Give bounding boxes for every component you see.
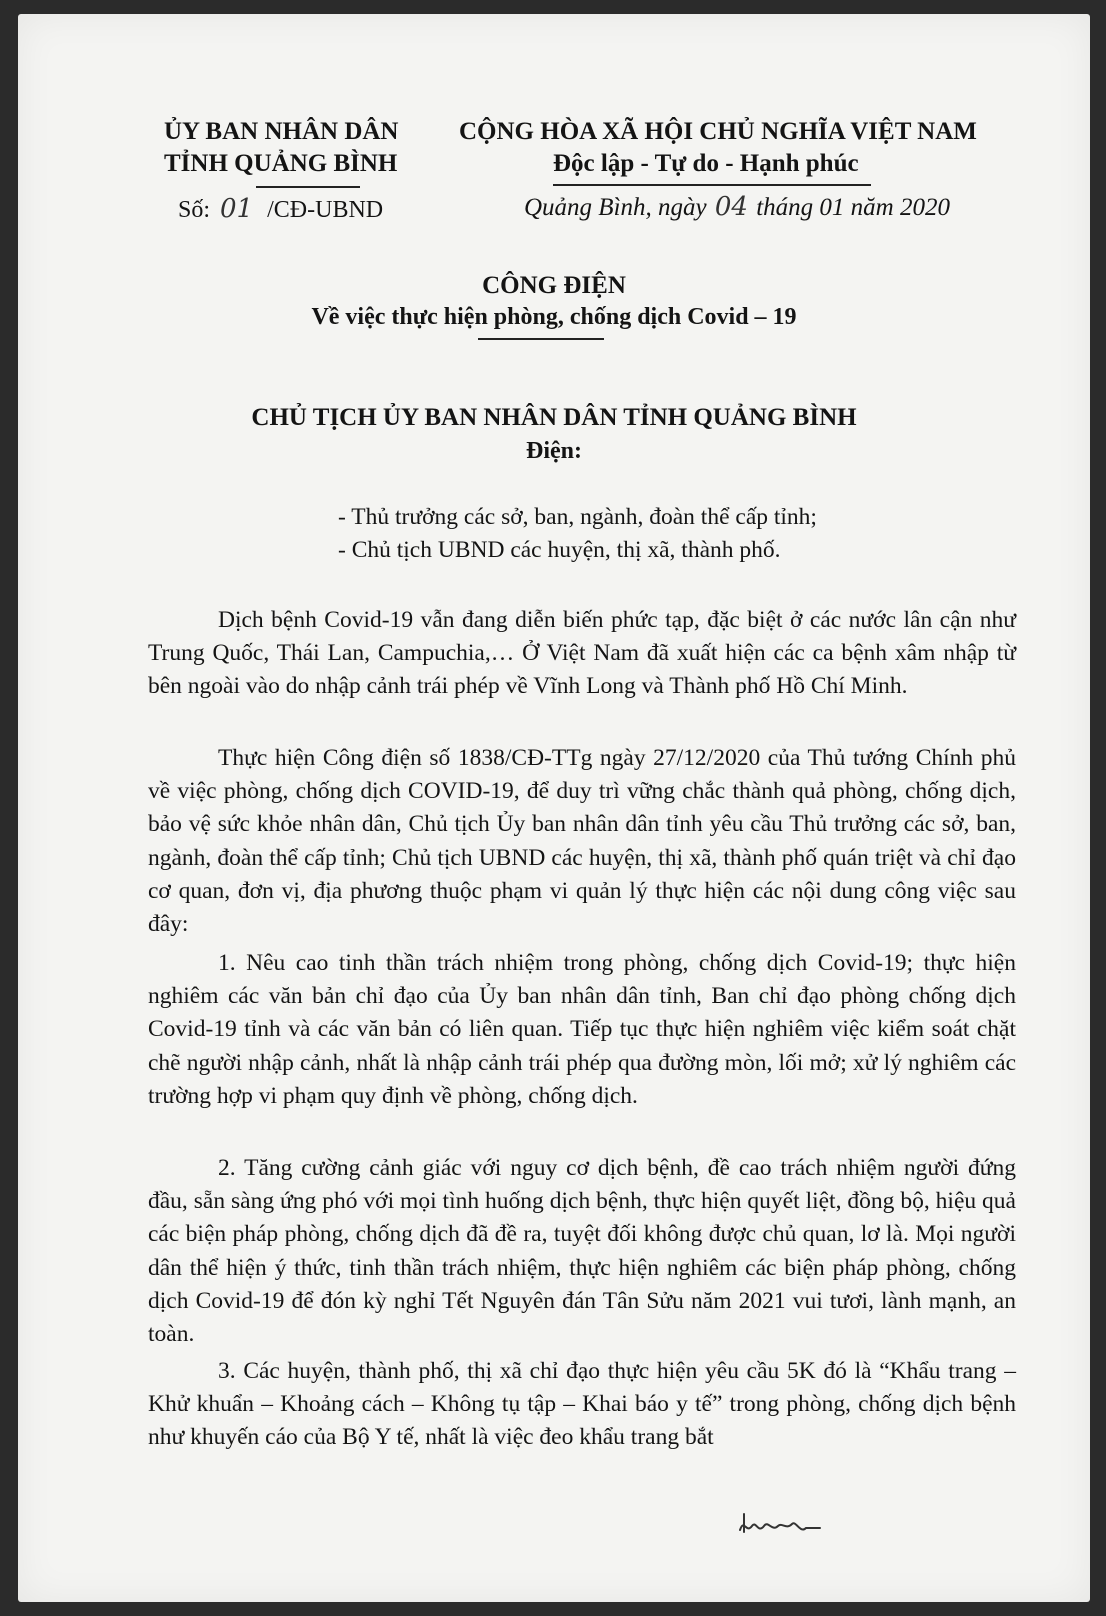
recipient-line-1: - Thủ trưởng các sở, ban, ngành, đoàn thể cấp tỉnh; [338, 504, 817, 530]
date-suffix: tháng 01 năm 2020 [756, 194, 950, 221]
body-paragraph-item-2: 2. Tăng cường cảnh giác với nguy cơ dịch bệnh, đề cao trách nhiệm người đứng đầu, sẵn sàng ứng phó với mọi tình huống dịch bệnh, thực hiện quyết liệt, đồng bộ, hiệu quả các biện pháp phòng, chống dịch đã đề ra, tuyệt đối không được chủ quan, lơ là. Mọi người dân thể hiện ý thức, tinh thần trách nhiệm, thực hiện nghiêm các biện pháp phòng, chống dịch Covid-19 để đón kỳ nghỉ Tết Nguyên đán Tân Sửu năm 2021 vui tươi, lành mạnh, an toàn. [148, 1155, 1016, 1348]
handwritten-number: 01 [220, 194, 254, 224]
recipient-line-2: - Chủ tịch UBND các huyện, thị xã, thành phố. [338, 537, 781, 563]
number-suffix: /CĐ-UBND [267, 197, 384, 223]
document-page [18, 14, 1090, 1602]
agency-underline [256, 186, 360, 188]
sender-title: CHỦ TỊCH ỦY BAN NHÂN DÂN TỈNH QUẢNG BÌNH [251, 404, 857, 431]
handwritten-day: 04 [714, 192, 748, 222]
nation-motto: Độc lập - Tự do - Hạnh phúc [553, 150, 859, 177]
agency-name-line2: TỈNH QUẢNG BÌNH [164, 150, 398, 177]
document-type: CÔNG ĐIỆN [482, 272, 626, 299]
motto-underline [553, 184, 871, 186]
nation-title: CỘNG HÒA XÃ HỘI CHỦ NGHĨA VIỆT NAM [459, 118, 977, 145]
document-subject: Về việc thực hiện phòng, chống dịch Covid – 19 [311, 304, 797, 330]
handwritten-initials [736, 1504, 826, 1544]
date-prefix: Quảng Bình, ngày [524, 194, 707, 221]
number-prefix: Số: [178, 197, 211, 223]
subject-underline [478, 338, 604, 340]
sender-verb: Điện: [526, 438, 582, 464]
body-paragraph-item-3: 3. Các huyện, thành phố, thị xã chỉ đạo thực hiện yêu cầu 5K đó là “Khẩu trang – Khử khuẩn – Khoảng cách – Không tụ tập – Khai báo y tế” trong phòng, chống dịch bệnh như khuyến cáo của Bộ Y tế, nhất là việc đeo khẩu trang bắt [148, 1358, 1016, 1451]
body-paragraph-item-1: 1. Nêu cao tinh thần trách nhiệm trong phòng, chống dịch Covid-19; thực hiện nghiêm các văn bản chỉ đạo của Ủy ban nhân dân tỉnh, Ban chỉ đạo phòng chống dịch Covid-19 tỉnh và các văn bản có liên quan. Tiếp tục thực hiện nghiêm việc kiểm soát chặt chẽ người nhập cảnh, nhất là nhập cảnh trái phép qua đường mòn, lối mở; xử lý nghiêm các trường hợp vi phạm quy định về phòng, chống dịch. [148, 950, 1016, 1109]
document-date [524, 192, 950, 222]
document-number [178, 194, 383, 224]
body-paragraph-context: Dịch bệnh Covid-19 vẫn đang diễn biến phức tạp, đặc biệt ở các nước lân cận như Trung Quốc, Thái Lan, Campuchia,… Ở Việt Nam đã xuất hiện các ca bệnh xâm nhập từ bên ngoài vào do nhập cảnh trái phép về Vĩnh Long và Thành phố Hồ Chí Minh. [148, 607, 1016, 700]
body-paragraph-directive: Thực hiện Công điện số 1838/CĐ-TTg ngày 27/12/2020 của Thủ tướng Chính phủ về việc phòng, chống dịch COVID-19, để duy trì vững chắc thành quả phòng, chống dịch, bảo vệ sức khỏe nhân dân, Chủ tịch Ủy ban nhân dân tỉnh yêu cầu Thủ trưởng các sở, ban, ngành, đoàn thể cấp tỉnh; Chủ tịch UBND các huyện, thị xã, thành phố quán triệt và chỉ đạo cơ quan, đơn vị, địa phương thuộc phạm vi quản lý thực hiện các nội dung công việc sau đây: [148, 745, 1016, 938]
agency-name-line1: ỦY BAN NHÂN DÂN [164, 118, 399, 145]
